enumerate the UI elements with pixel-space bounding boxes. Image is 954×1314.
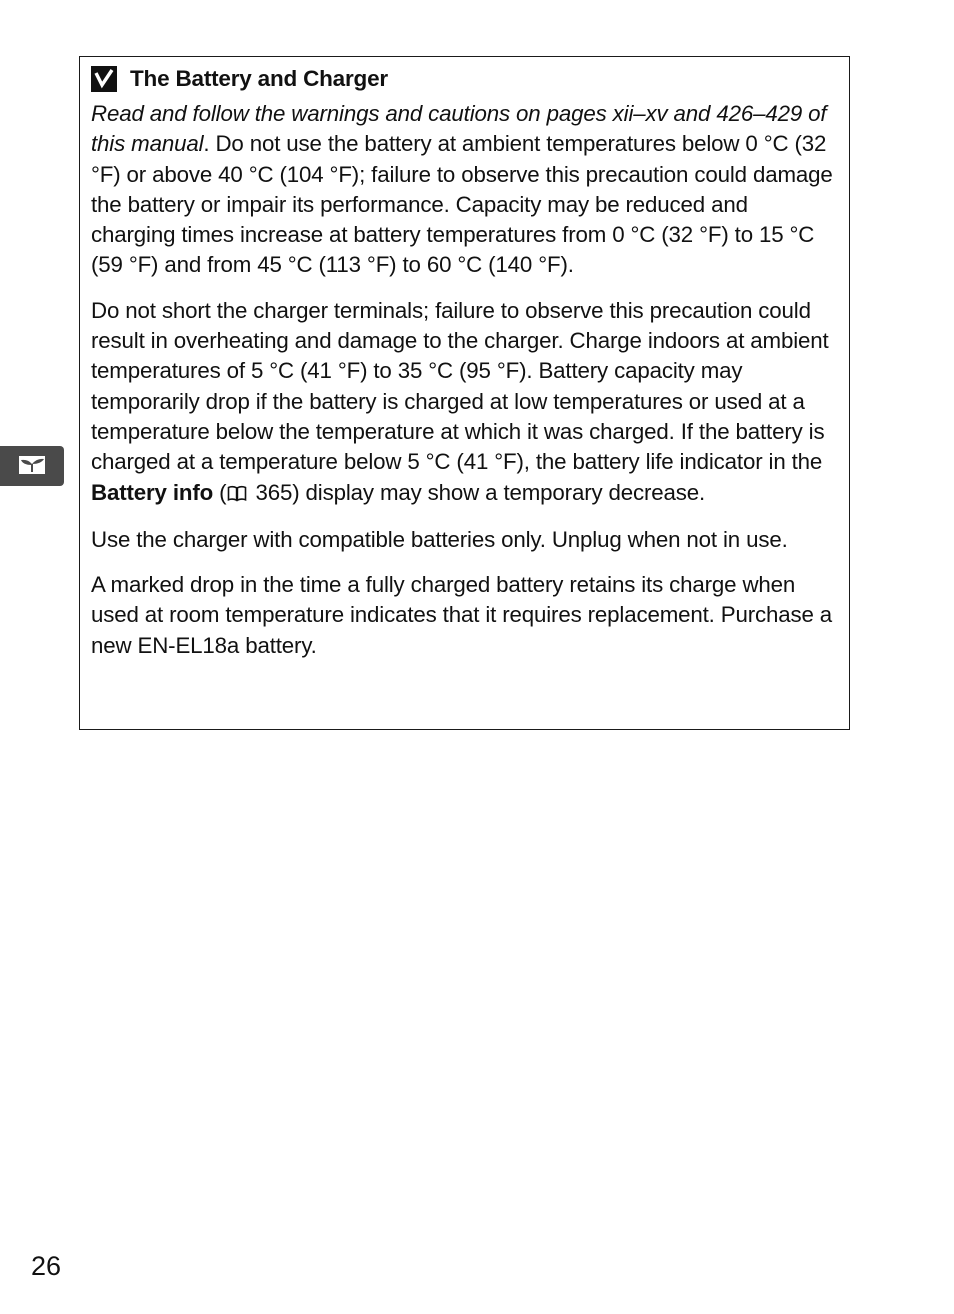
caution-check-icon — [91, 66, 117, 92]
paragraph-replacement: A marked drop in the time a fully charged battery retains its charge when used at room temperature indicates that it requires replacement. Purchase a new EN-EL18a battery. — [91, 572, 833, 658]
paragraph-text: . Do not use the battery at ambient temperatures below 0 °C (32 °F) or above 40 °C (104 °F); failure to observe this precaution could damage the battery or impair its performance. Capacity may be reduced and charging times increase at battery temperatures from 0 °C (32 °F) to 15 °C (59 °F) and from 45 °C (113 °F) to 60 °C (140 °F). — [91, 131, 833, 278]
first-steps-sprout-icon — [15, 451, 49, 482]
paragraph-charger-terminals — [91, 296, 837, 510]
paragraph-text: ( — [213, 479, 227, 505]
paragraph-italic-reference: Read and follow the warnings and cautions on pages xii–xv and 426–429 of this manual — [91, 101, 827, 157]
paragraph-text: Do not short the charger terminals; failure to observe this precaution could result in overheating and damage to the charger. Charge indoors at ambient temperatures of 5 °C (41 °F) to 35 °C (95 °F). Battery capacity may temporarily drop if the battery is charged at low temperatures or used at a temperature below the temperature at which it was charged. If the battery is charged at a temperature below 5 °C (41 °F), the battery life indicator in the — [91, 297, 829, 475]
caution-notice-box — [79, 56, 850, 730]
page-number: 26 — [31, 1251, 62, 1281]
battery-info-menu-name: Battery info — [91, 479, 214, 505]
paragraph-compatible-batteries: Use the charger with compatible batteries only. Unplug when not in use. — [91, 526, 788, 552]
paragraph-text: ) display may show a temporary decrease. — [292, 479, 706, 505]
page-reference-link[interactable]: 365 — [249, 479, 293, 505]
chapter-tab[interactable] — [0, 446, 64, 486]
book-icon — [227, 480, 247, 510]
paragraph-temperature-warning — [91, 99, 837, 281]
notice-title: The Battery and Charger — [130, 66, 388, 91]
notice-header — [91, 63, 837, 95]
